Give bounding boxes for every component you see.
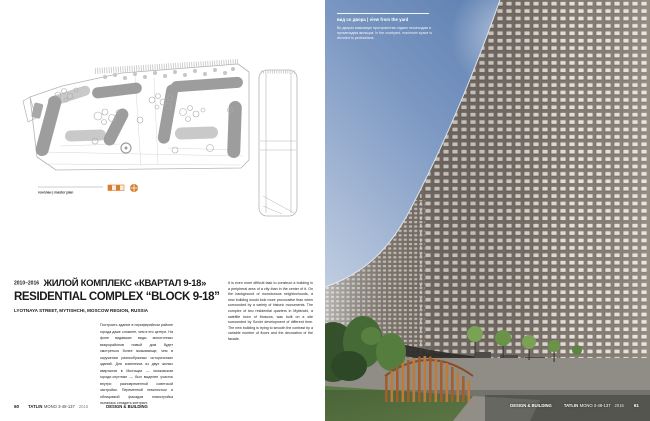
journal-brand: TATLIN bbox=[563, 403, 579, 408]
journal-issue: MONO 3-48-137 bbox=[579, 403, 611, 408]
title-address: LYOTNAYA STREET, MYTISHCHI, MOSCOW REGION, RUSSIA bbox=[14, 307, 149, 313]
title-russian: ЖИЛОЙ КОМПЛЕКС «КВАРТАЛ 9-18» bbox=[43, 278, 207, 289]
journal-year: 2015 bbox=[614, 403, 624, 408]
caption-title: вид со двора | view from the yard bbox=[337, 17, 409, 22]
journal-issue: MONO 3-48-137 bbox=[43, 404, 75, 409]
page-footer-right bbox=[510, 403, 639, 408]
page-number: 61 bbox=[633, 403, 639, 408]
section-label: DESIGN & BUILDING bbox=[510, 403, 552, 408]
page-number: 60 bbox=[14, 404, 20, 409]
right-page bbox=[325, 0, 650, 421]
body-text-russian: Построить здание в периферийном районе города даже сложнее, чем в его центре. На фоне видавших виды монотонных микрорайонов новый дом будет смотреться более вызывающе, чем в окружении разнообразных исторических зданий. Для комплекса из двух жилых кварталов в Мытищах — московском городе-спутнике — был выделен участок внутри разновременной советской застройки. Переменной этажностью и облицовкой фасадов новостройка пыталась сгладить контраст. bbox=[100, 323, 173, 405]
caption-text: Во дворах максимум пространства отдано пешеходам и променадам жильцов. In the courtyard, maximum space is devoted to pedestrians. bbox=[337, 26, 432, 40]
title-years: 2010–2016 bbox=[14, 280, 40, 287]
courtyard-photo bbox=[325, 0, 650, 421]
photo-caption bbox=[337, 13, 443, 40]
project-title bbox=[14, 276, 238, 316]
plan-label: генплан | master plan bbox=[38, 190, 74, 195]
caption-rule bbox=[337, 13, 429, 14]
page-footer-left bbox=[14, 404, 148, 409]
journal-brand: TATLIN bbox=[28, 404, 43, 409]
site-plan-drawing bbox=[0, 0, 325, 235]
journal-year: 2015 bbox=[78, 404, 89, 409]
body-text-english: It is even more difficult task to construct a building in a peripheral area of a city than in the center of it. On the background of monotonous neighborhoods, a new building would look more provocative than when surrounded by a variety of historic monuments. The complex of two residential quarters in Mytishchi, a satellite town of Moscow, was built on a site surrounded by Soviet development of different time. The new building is trying to smooth the contrast by a variable number of floors and the decoration of the facade. bbox=[228, 281, 313, 341]
scale-bar-icon bbox=[108, 185, 124, 191]
title-english: RESIDENTIAL COMPLEX “BLOCK 9-18” bbox=[14, 290, 220, 303]
north-compass-icon bbox=[130, 184, 138, 192]
section-label: DESIGN & BUILDING bbox=[106, 404, 148, 409]
